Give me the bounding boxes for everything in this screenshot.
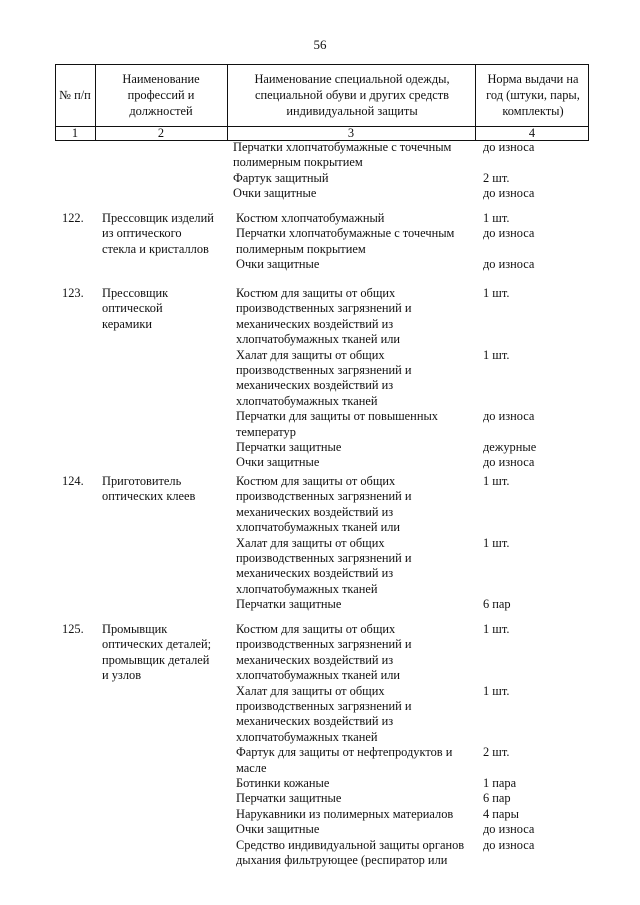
item-line: Перчатки хлопчатобумажные с точечным [233, 140, 452, 154]
item-line: хлопчатобумажных тканей или [236, 668, 401, 683]
norm-line [483, 317, 583, 332]
item-line: Костюм для защиты от общих [236, 474, 396, 488]
row-items [236, 286, 480, 471]
item-line: Костюм хлопчатобумажный [236, 211, 385, 225]
item-line: хлопчатобумажных тканей или [236, 332, 401, 347]
norm-line: до износа [483, 455, 535, 470]
norm-line [483, 301, 583, 316]
norm-line [483, 668, 583, 683]
profession-line: промывщик деталей [102, 652, 210, 667]
item-line: масле [236, 760, 267, 775]
item-line: Ботинки кожаные [236, 776, 330, 791]
item-line: производственных загрязнений и [236, 551, 412, 566]
item-line: Халат для защиты от общих [236, 683, 385, 698]
header-col-items: Наименование специальной одежды, специальной обуви и других средств индивидуальной защиты [254, 72, 450, 118]
norm-line: до износа [483, 140, 535, 154]
profession-line: Промывщик [102, 622, 168, 636]
item-line: Костюм для защиты от общих [236, 286, 396, 300]
norm-line [483, 551, 583, 566]
row-items [236, 474, 480, 613]
item-line: механических воздействий из [236, 652, 394, 667]
norm-line: 1 пара [483, 776, 517, 791]
norm-line [483, 155, 583, 170]
norm-line: 1 шт. [483, 622, 510, 636]
norm-line [483, 653, 583, 668]
norm-line: до износа [483, 257, 535, 272]
item-line: Костюм для защиты от общих [236, 622, 396, 636]
row-profession [102, 211, 230, 257]
norm-line [483, 242, 583, 257]
row-norms [483, 474, 583, 613]
item-line: производственных загрязнений и [236, 489, 412, 504]
norm-line: 2 шт. [483, 745, 510, 760]
norm-line [483, 378, 583, 393]
profession-line: Прессовщик [102, 286, 169, 300]
row-items [236, 622, 480, 869]
norm-line: до износа [483, 226, 535, 241]
item-line: Перчатки хлопчатобумажные с точечным [236, 226, 455, 241]
header-num-3: 3 [347, 126, 355, 140]
item-line: Перчатки защитные [236, 440, 342, 455]
item-line: Перчатки защитные [236, 597, 342, 612]
item-line: производственных загрязнений и [236, 301, 412, 316]
row-number: 124. [62, 474, 84, 488]
norm-line: 1 шт. [483, 211, 510, 225]
item-line: Очки защитные [236, 257, 320, 272]
norm-line: 1 шт. [483, 286, 510, 300]
profession-line: из оптического [102, 226, 182, 241]
item-line: производственных загрязнений и [236, 363, 412, 378]
continuation-norms [483, 140, 583, 202]
norm-line [483, 425, 583, 440]
item-line: механических воздействий из [236, 378, 394, 393]
row-items [236, 211, 480, 273]
header-col-profession: Наименование профессий и должностей [122, 72, 200, 118]
header-num-4: 4 [528, 126, 536, 140]
item-line: Очки защитные [236, 822, 320, 837]
norm-line [483, 394, 583, 409]
row-number: 123. [62, 286, 84, 300]
norm-line [483, 363, 583, 378]
profession-line: керамики [102, 316, 153, 331]
item-line: механических воздействий из [236, 714, 394, 729]
item-line: температур [236, 424, 296, 439]
profession-line: Прессовщик изделий [102, 211, 214, 225]
norm-line [483, 637, 583, 652]
item-line: хлопчатобумажных тканей [236, 729, 378, 744]
norm-line [483, 730, 583, 745]
item-line: Перчатки защитные [236, 791, 342, 806]
item-line: Перчатки для защиты от повышенных [236, 409, 438, 424]
norm-line: дежурные [483, 440, 537, 455]
row-number: 125. [62, 622, 84, 636]
norm-line: 6 пар [483, 597, 511, 612]
norm-line [483, 505, 583, 520]
item-line: дыхания фильтрующее (респиратор или [236, 853, 448, 868]
norm-line [483, 520, 583, 535]
norm-line [483, 566, 583, 581]
norm-line: до износа [483, 837, 535, 852]
item-line: производственных загрязнений и [236, 699, 412, 714]
continuation-items [233, 140, 477, 202]
item-line: Фартук для защиты от нефтепродуктов и [236, 745, 453, 760]
row-norms [483, 211, 583, 273]
item-line: хлопчатобумажных тканей [236, 581, 378, 596]
item-line: хлопчатобумажных тканей [236, 393, 378, 408]
norm-line: 2 шт. [483, 170, 510, 185]
profession-line: стекла и кристаллов [102, 241, 209, 256]
item-line: Очки защитные [233, 186, 317, 201]
header-col-norm: Норма выдачи на год (штуки, пары, комплекты) [486, 72, 580, 118]
norm-line [483, 761, 583, 776]
item-line: хлопчатобумажных тканей или [236, 520, 401, 535]
table-header [55, 64, 589, 141]
row-profession [102, 622, 230, 684]
row-norms [483, 286, 583, 471]
profession-line: Приготовитель [102, 474, 182, 488]
norm-line: 1 шт. [483, 535, 510, 550]
item-line: механических воздействий из [236, 316, 394, 331]
item-line: Очки защитные [236, 455, 320, 470]
item-line: Средство индивидуальной защиты органов [236, 837, 465, 852]
norm-line: до износа [483, 409, 535, 424]
row-profession [102, 474, 230, 505]
norm-line: 1 шт. [483, 683, 510, 698]
item-line: Халат для защиты от общих [236, 535, 385, 550]
profession-line: оптических деталей; [102, 637, 212, 652]
header-num-2: 2 [157, 126, 165, 140]
profession-line: оптических клеев [102, 489, 196, 504]
norm-line: 6 пар [483, 791, 511, 806]
item-line: Нарукавники из полимерных материалов [236, 806, 454, 821]
norm-line: 1 шт. [483, 474, 510, 488]
header-col-number: № п/п [59, 88, 91, 102]
item-line: механических воздействий из [236, 504, 394, 519]
norm-line [483, 332, 583, 347]
norm-line [483, 699, 583, 714]
norm-line: до износа [483, 186, 535, 201]
item-line: полимерным покрытием [233, 155, 363, 170]
norm-line: 1 шт. [483, 347, 510, 362]
profession-line: и узлов [102, 668, 142, 683]
header-num-1: 1 [71, 126, 79, 140]
norm-line: до износа [483, 822, 535, 837]
item-line: механических воздействий из [236, 566, 394, 581]
norm-line [483, 582, 583, 597]
item-line: производственных загрязнений и [236, 637, 412, 652]
item-line: полимерным покрытием [236, 241, 366, 256]
row-profession [102, 286, 230, 332]
norm-line: 4 пары [483, 806, 519, 821]
norm-line [483, 714, 583, 729]
profession-line: оптической [102, 301, 163, 316]
row-number: 122. [62, 211, 84, 225]
item-line: Фартук защитный [233, 170, 329, 185]
page-number: 56 [313, 37, 327, 52]
norm-line [483, 489, 583, 504]
norm-line [483, 853, 583, 868]
item-line: Халат для защиты от общих [236, 347, 385, 362]
row-norms [483, 622, 583, 869]
